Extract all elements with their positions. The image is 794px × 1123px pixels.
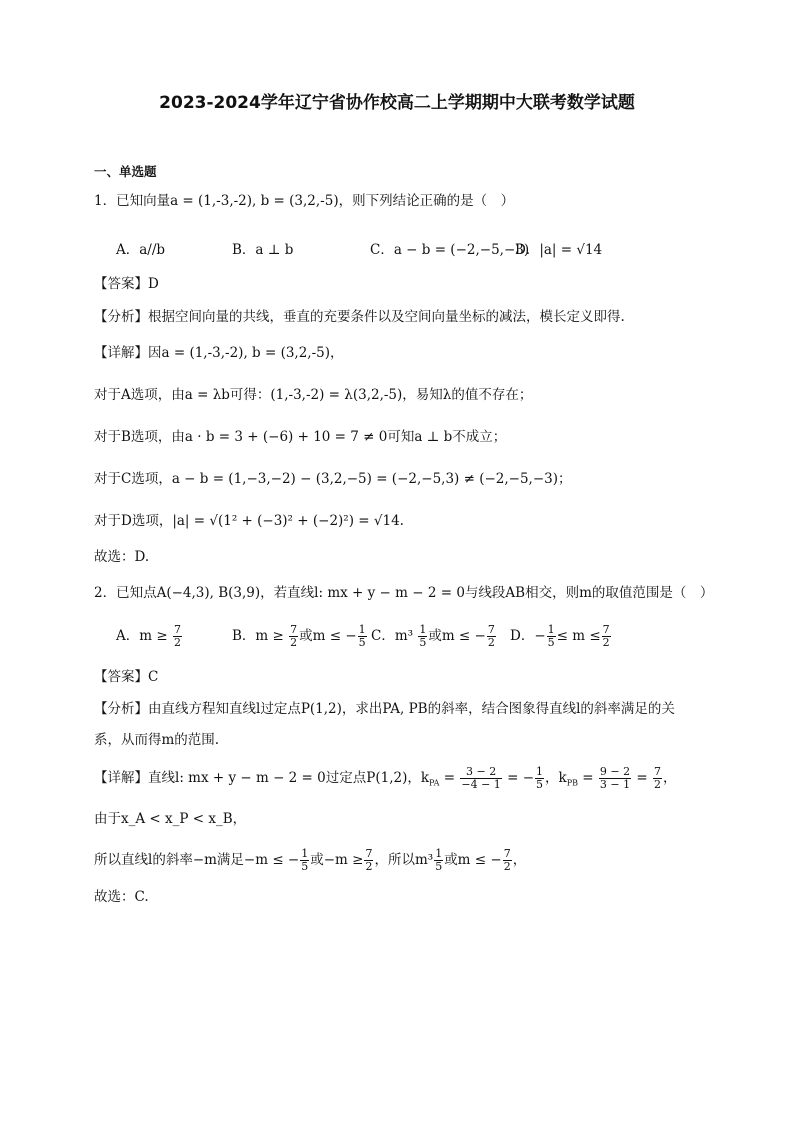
page-title: 2023-2024学年辽宁省协作校高二上学期期中大联考数学试题: [159, 93, 635, 113]
fraction: $\frac{1}{5}$: [419, 623, 427, 649]
q2-answer: [94, 668, 158, 686]
q2-conclusion: 所以直线l的斜率−m满足−m ≤ − $\frac{1}{5}$ 或−m ≥ $\frac{7}{2}$ ，所以m³ $\frac{1}{5}$ 或m ≤ − $\frac{7}{2}$ ，: [94, 847, 527, 873]
q2-option-b: B．m ≥ $\frac{7}{2}$ 或m ≤ − $\frac{1}{5}$: [232, 623, 366, 649]
fraction: $\frac{1}{5}$: [301, 847, 309, 873]
answer-tag: 【答案】: [94, 276, 148, 292]
fraction: $\frac{1}{5}$: [536, 765, 544, 791]
fraction: $\frac{7}{2}$: [173, 623, 181, 649]
q1-option-a: A．a//b: [116, 242, 166, 258]
q2-since: 由于x_A < x_P < x_B，: [94, 811, 247, 827]
analysis-tag: 【分析】: [94, 701, 148, 717]
q2-option-b-text: B．m ≥: [232, 628, 284, 644]
answer-value: C: [148, 669, 159, 685]
q2-option-c: C．m³ $\frac{1}{5}$ 或m ≤ − $\frac{7}{2}$: [371, 623, 495, 649]
q1-answer: [94, 275, 159, 293]
q1-analysis: [94, 308, 625, 326]
fraction: $\frac{7}{2}$: [503, 847, 511, 873]
analysis-text: 根据空间向量的共线，垂直的充要条件以及空间向量坐标的减法，模长定义即得.: [148, 309, 625, 325]
q1-option-c: C．a − b = (−2,−5,−3): [370, 242, 530, 258]
fraction: $\frac{7}{2}$: [365, 847, 373, 873]
fraction: $\frac{7}{2}$: [290, 623, 298, 649]
q2-option-a-text: A．m ≥: [116, 628, 168, 644]
q2-analysis-2: 系，从而得m的范围.: [94, 732, 220, 748]
detail-tag: 【详解】: [94, 770, 148, 786]
q1-detail: [94, 344, 344, 362]
section-heading: 一、单选题: [94, 164, 157, 179]
fraction: $\frac{3 - 2}{-4 - 1}$: [461, 765, 501, 791]
detail-tag: 【详解】: [94, 345, 148, 361]
fraction: $\frac{7}{2}$: [602, 623, 610, 649]
analysis-tag: 【分析】: [94, 309, 148, 325]
q2-stem: 2．已知点A(−4,3), B(3,9)，若直线l: mx + y − m − 2 = 0与线段AB相交，则m的取值范围是（ ）: [94, 585, 714, 601]
fraction: $\frac{1}{5}$: [547, 623, 555, 649]
q1-option-b: B．a ⊥ b: [232, 242, 294, 258]
fraction: $\frac{1}{5}$: [358, 623, 366, 649]
q2-detail: 【详解】直线l: mx + y − m − 2 = 0过定点P(1,2)，$k_{PA}$ = $\frac{3 - 2}{-4 - 1}$ = − $\frac{1}{5}$ ，$k_{PB}$ = $\frac{9 - 2}{3 - 1}$ = $\frac{7}{2}$ ，: [94, 765, 677, 791]
fraction: $\frac{9 - 2}{3 - 1}$: [599, 765, 631, 791]
q1-line-b: 对于B选项，由a · b = 3 + (−6) + 10 = 7 ≠ 0可知a ⊥ b不成立；: [94, 429, 507, 445]
answer-tag: 【答案】: [94, 669, 148, 685]
q1-choose: 故选：D.: [94, 549, 150, 565]
detail-text: 因a = (1,-3,-2), b = (3,2,-5)，: [148, 345, 344, 361]
q1-option-d: D．|a| = √14: [515, 242, 603, 258]
q1-line-c: 对于C选项，a − b = (1,−3,−2) − (3,2,−5) = (−2,−5,3) ≠ (−2,−5,−3)；: [94, 471, 572, 487]
answer-value: D: [148, 276, 159, 292]
q1-line-d: 对于D选项，|a| = √(1² + (−3)² + (−2)²) = √14.: [94, 513, 404, 529]
q2-analysis-1: [94, 700, 675, 718]
fraction: $\frac{1}{5}$: [435, 847, 443, 873]
q1-stem: 1．已知向量a = (1,-3,-2), b = (3,2,-5)，则下列结论正确的是（ ）: [94, 193, 515, 209]
q2-option-c-text: C．m³: [371, 628, 414, 644]
fraction: $\frac{7}{2}$: [654, 765, 662, 791]
q2-option-d: D．− $\frac{1}{5}$ ≤ m ≤ $\frac{7}{2}$: [510, 623, 610, 649]
fraction: $\frac{7}{2}$: [487, 623, 495, 649]
q2-option-a: [116, 624, 183, 649]
q1-line-a: 对于A选项，由a = λb可得：(1,-3,-2) = λ(3,2,-5)，易知λ的值不存在；: [94, 387, 533, 403]
q2-option-d-text: D．−: [510, 628, 546, 644]
q2-choose: 故选：C.: [94, 889, 149, 905]
analysis-text: 由直线方程知直线l过定点P(1,2)，求出PA, PB的斜率，结合图象得直线l的斜率满足的关: [148, 701, 675, 717]
